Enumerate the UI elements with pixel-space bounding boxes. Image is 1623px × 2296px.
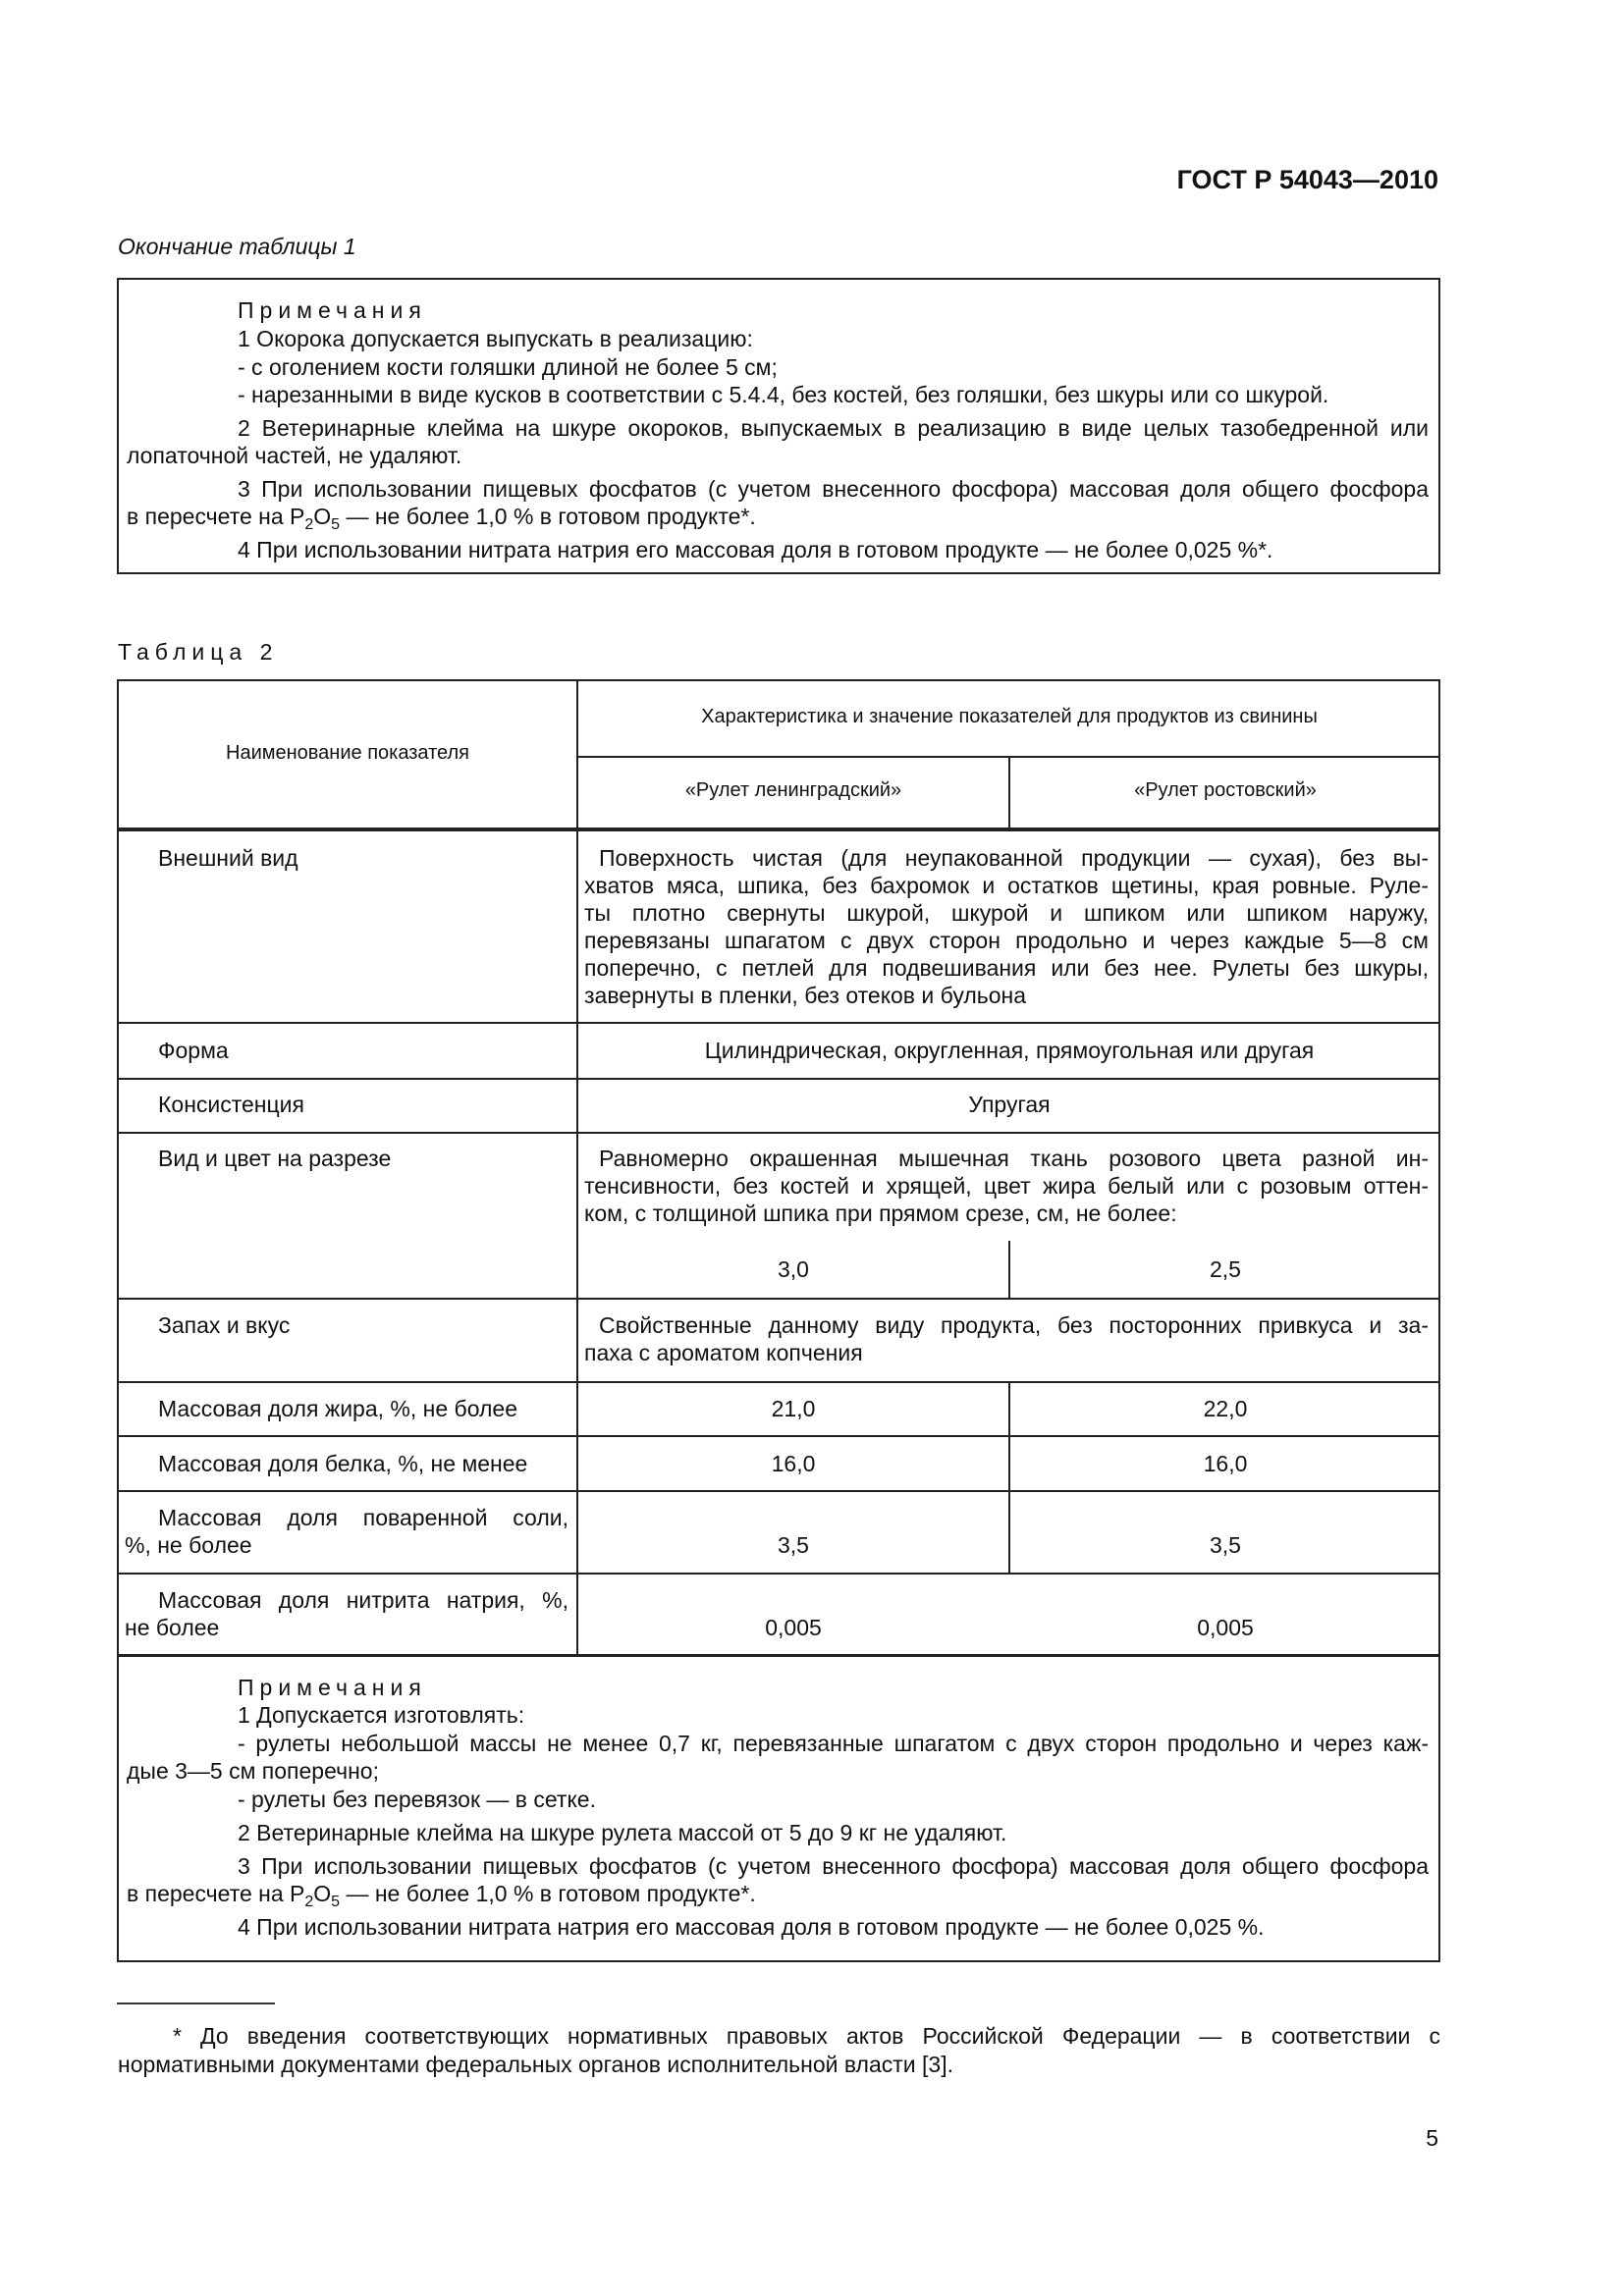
protein-rostov: 16,0 (1203, 1451, 1248, 1476)
note-line: - рулеты небольшой массы не менее 0,7 кг, перевязанные шпагатом с двух сторон продольно и через каж- (238, 1731, 1429, 1756)
shape-value: Цилиндрическая, округленная, прямоугольная или другая (704, 1038, 1315, 1063)
note-line: 2 Ветеринарные клейма на шкуре окороков, выпускаемых в реализацию в виде целых тазобедренной или (238, 415, 1429, 441)
salt-rostov: 3,5 (1210, 1532, 1241, 1558)
notes-title: Примечания (238, 297, 427, 323)
fat-leningrad: 21,0 (771, 1396, 816, 1421)
row-divider (119, 1022, 1440, 1024)
header-group: Характеристика и значение показателей для продуктов из свинины (701, 706, 1318, 727)
row-divider (119, 1132, 1440, 1134)
consistency-value: Упругая (968, 1092, 1051, 1117)
table-continuation-label: Окончание таблицы 1 (118, 234, 356, 259)
row-name-appearance: Внешний вид (158, 845, 298, 871)
note-line: 3 При использовании пищевых фосфатов (с учетом внесенного фосфора) массовая доля общего фосфора (238, 1853, 1429, 1879)
column-divider (576, 681, 578, 1654)
footnote-separator (117, 2002, 275, 2004)
protein-leningrad: 16,0 (771, 1451, 816, 1476)
notes-title: Примечания (238, 1675, 427, 1700)
table1-notes-box (117, 278, 1440, 574)
nitrite-rostov: 0,005 (1197, 1615, 1254, 1640)
row-divider (119, 1573, 1440, 1575)
row-name-shape: Форма (158, 1038, 229, 1063)
row-name-smell: Запах и вкус (158, 1312, 291, 1338)
note-line: - с оголением кости голяшки длиной не более 5 см; (238, 354, 778, 380)
fat-rostov: 22,0 (1203, 1396, 1248, 1421)
note-line: 3 При использовании пищевых фосфатов (с учетом внесенного фосфора) массовая доля общего фосфора (238, 476, 1429, 502)
cut-value-rostov: 2,5 (1210, 1256, 1241, 1282)
row-name-protein: Массовая доля белка, %, не менее (158, 1451, 528, 1476)
row-divider (119, 1078, 1440, 1080)
note-line: 1 Допускается изготовлять: (238, 1702, 525, 1728)
row-name-consistency: Консистенция (158, 1092, 304, 1117)
note-line: дые 3—5 см поперечно; (127, 1758, 379, 1784)
row-name-salt: Массовая доля поваренной соли, %, не более (125, 1505, 568, 1558)
row-divider (119, 1435, 1440, 1437)
row-name-cut: Вид и цвет на разрезе (158, 1146, 392, 1171)
note-line: - нарезанными в виде кусков в соответствии с 5.4.4, без костей, без голяшки, без шкуры или со шкурой. (238, 382, 1329, 407)
appearance-value: Поверхность чистая (для неупакованной продукции — сухая), без вы- хватов мяса, шпика, без бахромок и остатков щетины, края ровные. Руле- ты плотно свернуты шкурой, шкурой и шпиком или шпиком наружу, перевязаны шпагатом с двух сторон продольно и через каждые 5—8 см поперечно, с петлей для подвешивания или без нее. Рулеты без шкуры, завернуты в пленки, без отеков и бульона (584, 845, 1429, 1008)
row-divider (119, 1654, 1440, 1657)
row-divider (119, 1490, 1440, 1492)
row-name-nitrite: Массовая доля нитрита натрия, %, не более (125, 1587, 568, 1640)
table-caption: Таблица 2 (118, 639, 279, 665)
note-line: 2 Ветеринарные клейма на шкуре рулета массой от 5 до 9 кг не удаляют. (238, 1820, 1007, 1845)
note-line: - рулеты без перевязок — в сетке. (238, 1787, 596, 1812)
note-line: 1 Окорока допускается выпускать в реализацию: (238, 326, 753, 351)
nitrite-leningrad: 0,005 (765, 1615, 822, 1640)
salt-leningrad: 3,5 (778, 1532, 809, 1558)
cut-value: Равномерно окрашенная мышечная ткань розового цвета разной ин- тенсивности, без костей и хрящей, цвет жира белый или с розовым оттен- ком, с толщиной шпика при прямом срезе, см, не более: (584, 1146, 1429, 1226)
page-number: 5 (1426, 2125, 1438, 2151)
row-name-fat: Массовая доля жира, %, не более (158, 1396, 518, 1421)
note-line: в пересчете на $P_2O_5$ — не более 1,0 % в готовом продукте*. (127, 504, 756, 533)
note-line: 4 При использовании нитрата натрия его массовая доля в готовом продукте — не более 0,025 %*. (238, 537, 1273, 562)
header-bottom-border (119, 828, 1440, 831)
note-line: лопаточной частей, не удаляют. (127, 443, 462, 468)
smell-value: Свойственные данному виду продукта, без посторонних привкуса и за- паха с ароматом копчения (584, 1312, 1429, 1365)
note-line: 4 При использовании нитрата натрия его массовая доля в готовом продукте — не более 0,025 %. (238, 1914, 1265, 1940)
cut-value-leningrad: 3,0 (778, 1256, 809, 1282)
header-col-rostov: «Рулет ростовский» (1134, 779, 1317, 801)
row-divider (119, 1381, 1440, 1383)
table2 (117, 679, 1440, 1962)
note-line: в пересчете на $P_2O_5$ — не более 1,0 % в готовом продукте*. (127, 1881, 756, 1910)
header-col-leningrad: «Рулет ленинградский» (684, 779, 902, 801)
header-indicator-name: Наименование показателя (226, 742, 469, 764)
document-number: ГОСТ Р 54043—2010 (1176, 165, 1438, 194)
footnote: * До введения соответствующих нормативных правовых актов Российской Федерации — в соответствии с нормативными документами федеральных органов исполнительной власти [3]. (118, 2023, 1440, 2077)
row-divider (119, 1298, 1440, 1300)
